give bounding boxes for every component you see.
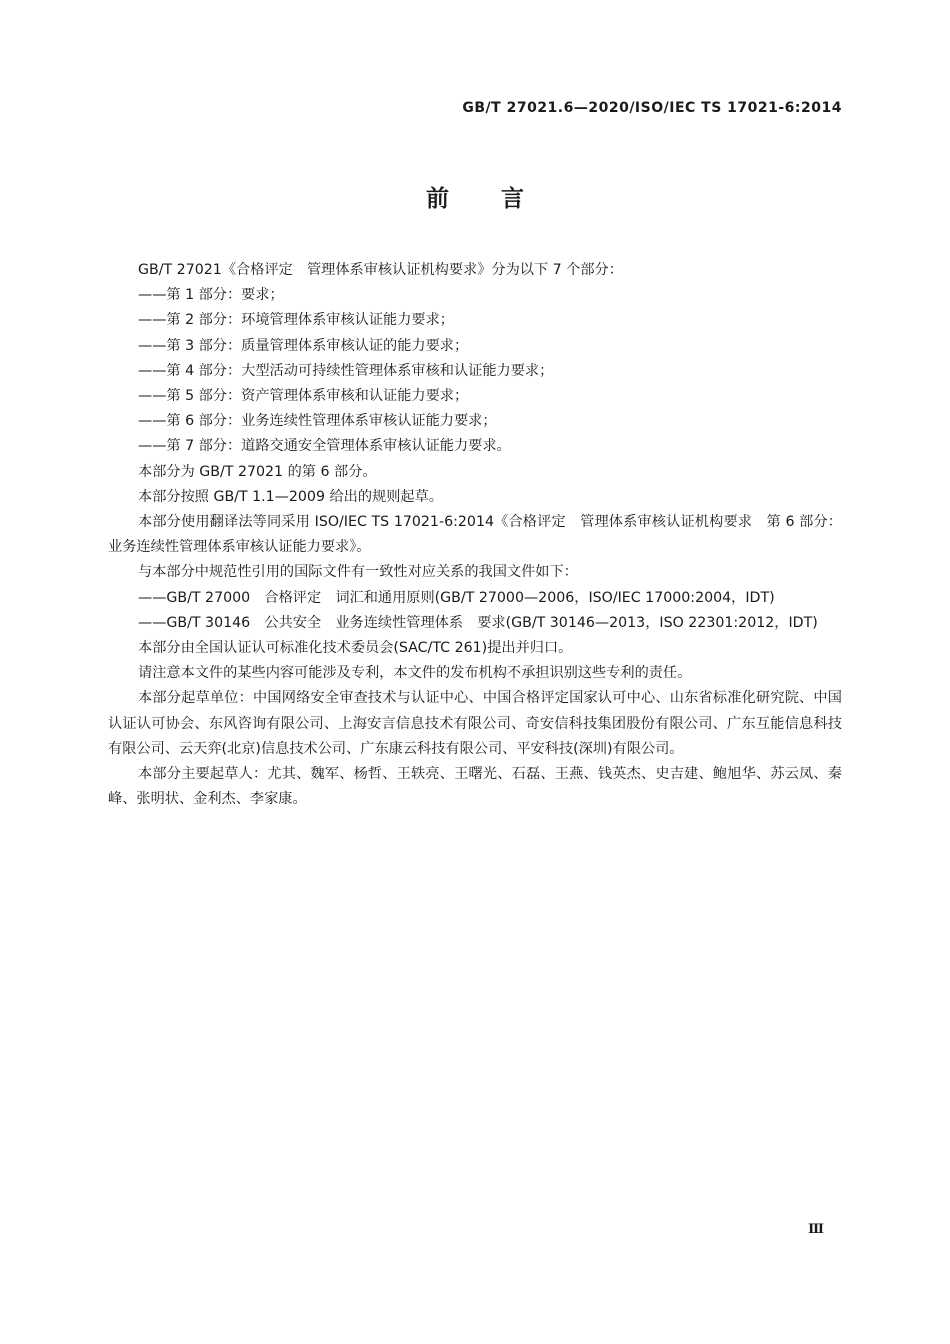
- patent-notice: 请注意本文件的某些内容可能涉及专利，本文件的发布机构不承担识别这些专利的责任。: [138, 665, 692, 682]
- list-item-part-3: ——第 3 部分：质量管理体系审核认证的能力要求；: [138, 337, 469, 354]
- list-item-part-5: ——第 5 部分：资产管理体系审核和认证能力要求；: [138, 388, 469, 405]
- foreword-body: [108, 258, 842, 812]
- list-item-part-1: ——第 1 部分：要求；: [138, 287, 284, 304]
- page-number: Ⅲ: [808, 1222, 824, 1237]
- list-item-part-2: ——第 2 部分：环境管理体系审核认证能力要求；: [138, 312, 454, 329]
- correspondence-intro: 与本部分中规范性引用的国际文件有一致性对应关系的我国文件如下：: [138, 564, 578, 581]
- intro-paragraph: GB/T 27021《合格评定 管理体系审核认证机构要求》分为以下 7 个部分：: [138, 262, 623, 278]
- adoption-statement: 本部分使用翻译法等同采用 ISO/IEC TS 17021-6:2014《合格评定 管理体系审核认证机构要求 第 6 部分：业务连续性管理体系审核认证能力要求》。: [108, 514, 842, 556]
- drafting-organizations: 本部分起草单位：中国网络安全审查技术与认证中心、中国合格评定国家认可中心、山东省标准化研究院、中国认证认可协会、东风咨询有限公司、上海安言信息技术有限公司、奇安信科技集团股份有限公司、广东互能信息科技有限公司、云天弈(北京)信息技术公司、广东康云科技有限公司、平安科技(深圳)有限公司。: [108, 690, 842, 757]
- list-item-part-7: ——第 7 部分：道路交通安全管理体系审核认证能力要求。: [138, 438, 511, 455]
- list-item-part-6: ——第 6 部分：业务连续性管理体系审核认证能力要求；: [138, 413, 497, 430]
- reference-item-gbt-30146: ——GB/T 30146 公共安全 业务连续性管理体系 要求(GB/T 30146—2013，ISO 22301:2012，IDT): [138, 614, 818, 631]
- part-statement: 本部分为 GB/T 27021 的第 6 部分。: [138, 463, 377, 480]
- reference-item-gbt-27000: ——GB/T 27000 合格评定 词汇和通用原则(GB/T 27000—2006，ISO/IEC 17000:2004，IDT): [138, 589, 775, 606]
- list-item-part-4: ——第 4 部分：大型活动可持续性管理体系审核和认证能力要求；: [138, 362, 554, 379]
- proposer-statement: 本部分由全国认证认可标准化技术委员会(SAC/TC 261)提出并归口。: [138, 640, 573, 657]
- drafters: 本部分主要起草人：尤其、魏军、杨哲、王轶亮、王曙光、石磊、王燕、钱英杰、史吉建、鲍旭华、苏云凤、秦峰、张明状、金利杰、李家康。: [108, 766, 842, 808]
- drafting-rules-statement: 本部分按照 GB/T 1.1—2009 给出的规则起草。: [138, 488, 443, 505]
- page-title: 前言: [426, 186, 576, 212]
- document-id-header: GB/T 27021.6—2020/ISO/IEC TS 17021-6:2014: [462, 100, 842, 116]
